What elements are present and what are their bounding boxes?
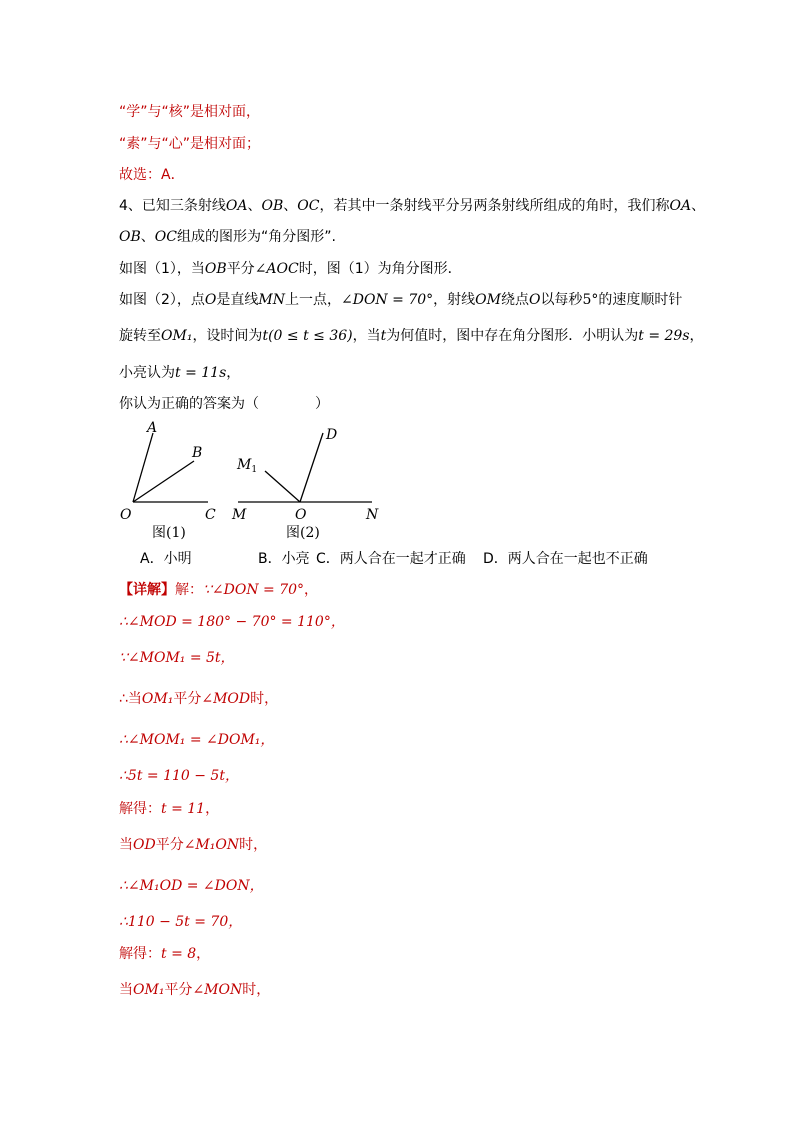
label-m1: $M_1$ [237, 457, 258, 475]
label-o: O [120, 507, 132, 523]
figure-2 [238, 433, 372, 502]
solution-line: 【详解】解：∵∠DON = 70°， [119, 582, 319, 598]
label-b: B [192, 445, 203, 461]
label-d: D [326, 427, 338, 443]
geometry-figures [110, 415, 400, 540]
ray-om1 [265, 471, 300, 502]
solution-line: 当OD平分∠M₁ON时， [119, 837, 268, 853]
solution-line: 当OM₁平分∠MON时， [119, 982, 271, 998]
label-c: C [205, 507, 216, 523]
ray-ob [133, 461, 194, 502]
label-a: A [147, 420, 158, 436]
solution-line: ∵∠MOM₁ = 5t， [119, 650, 235, 666]
text-line: 故选：A． [119, 167, 185, 183]
text-line: “素”与“心”是相对面； [119, 136, 261, 152]
option-c: C．两人合在一起才正确 [316, 551, 466, 567]
solution-line: 解得：t = 11， [119, 801, 220, 817]
question-line: 旋转至OM₁，设时间为t(0 ≤ t ≤ 36)，当t为何值时，图中存在角分图形．小明认为t = 29s， [119, 328, 704, 344]
figure-1 [133, 433, 208, 502]
ray-oa [133, 433, 153, 502]
question-line: 如图（1），当OB平分∠AOC时，图（1）为角分图形． [119, 261, 462, 277]
solution-line: ∴∠MOM₁ = ∠DOM₁， [119, 732, 275, 748]
solution-line: ∴当OM₁平分∠MOD时， [119, 691, 279, 707]
option-b: B．小亮 [258, 551, 310, 567]
question-line: 4、已知三条射线OA、OB、OC，若其中一条射线平分另两条射线所组成的角时，我们称OA、 [119, 198, 706, 214]
caption-fig2: 图(2) [286, 525, 320, 540]
solution-line: ∴∠MOD = 180° − 70° = 110°， [119, 614, 345, 630]
question-line: 如图（2），点O是直线MN上一点，∠DON = 70°，射线OM绕点O以每秒5°的速度顺时针 [119, 292, 683, 308]
label-m: M [232, 507, 247, 523]
option-a: A．小明 [140, 551, 192, 567]
caption-fig1: 图(1) [152, 525, 186, 540]
question-line: 你认为正确的答案为（ ） [119, 396, 329, 412]
ray-od [300, 433, 323, 502]
solution-line: ∴110 − 5t = 70， [119, 914, 243, 930]
solution-line: 解得：t = 8， [119, 946, 211, 962]
option-d: D．两人合在一起也不正确 [483, 551, 648, 567]
solution-line: ∴5t = 110 − 5t， [119, 768, 239, 784]
question-line: 小亮认为t = 11s， [119, 365, 241, 381]
label-o2: O [295, 507, 307, 523]
label-n: N [366, 507, 379, 523]
text-line: “学”与“核”是相对面， [119, 104, 261, 120]
question-line: OB、OC组成的图形为“角分图形”. [119, 229, 336, 245]
solution-line: ∴∠M₁OD = ∠DON， [119, 878, 264, 894]
